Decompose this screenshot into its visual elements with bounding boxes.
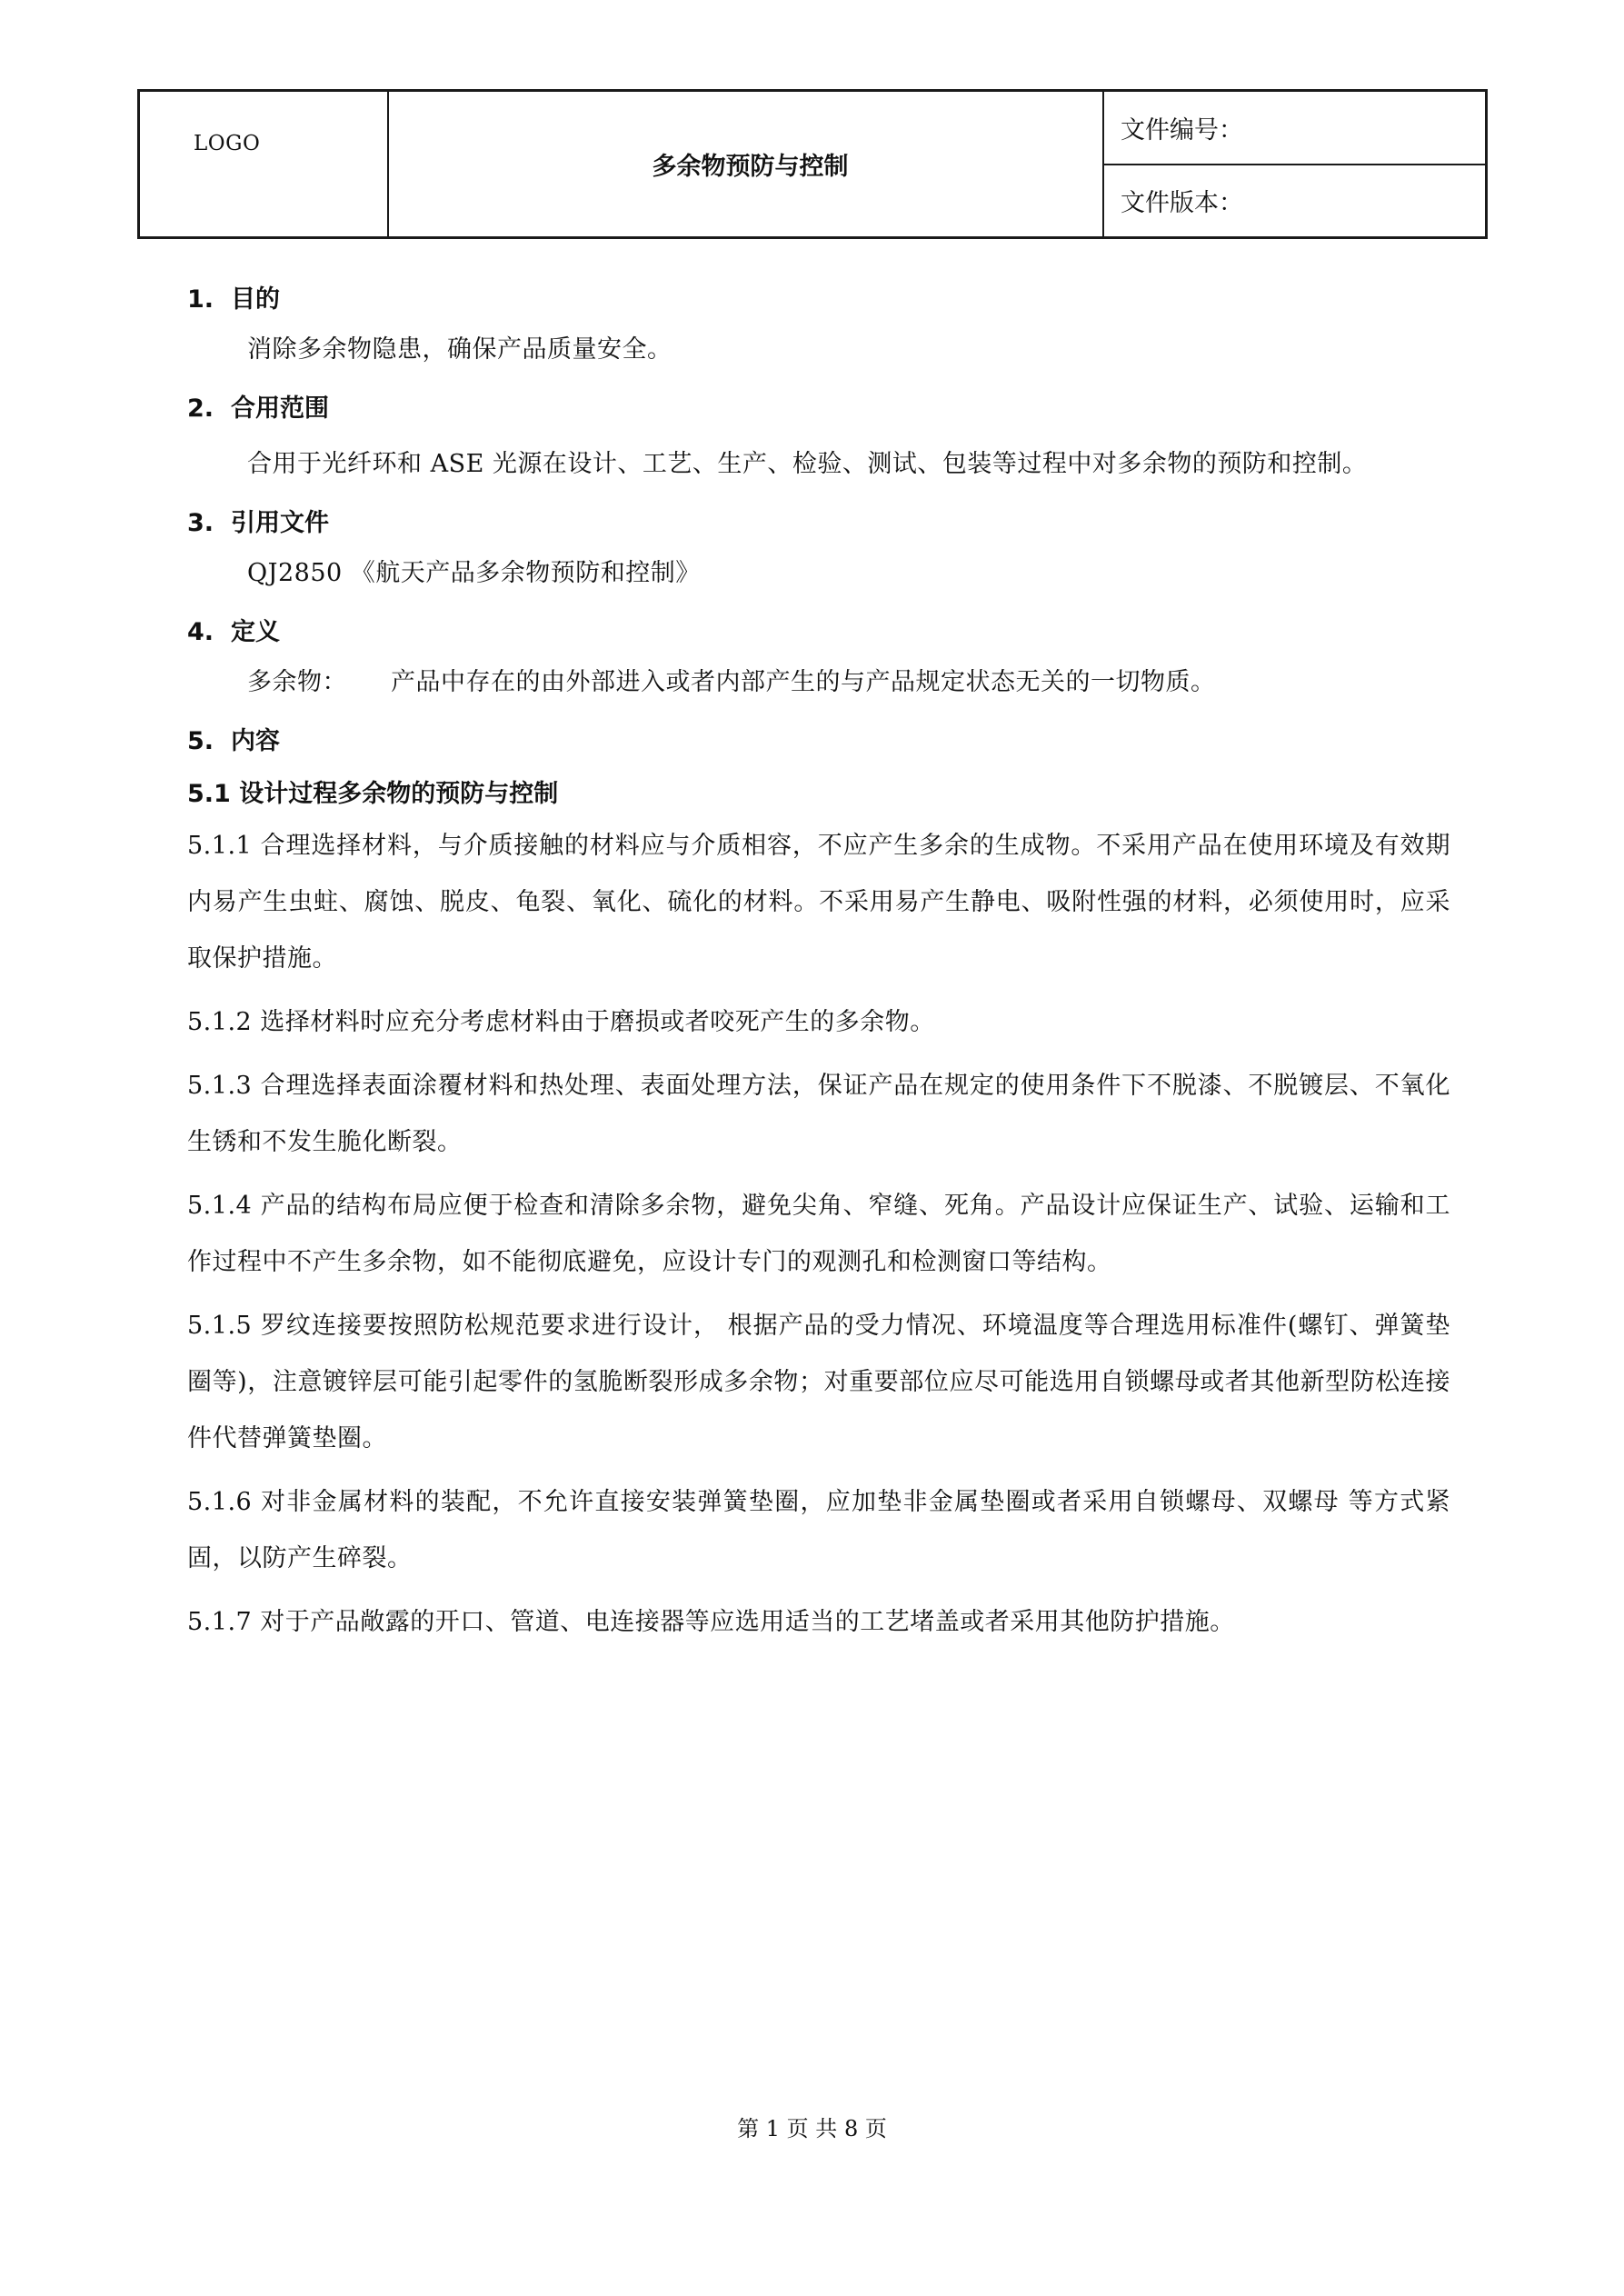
definition-text: 产品中存在的由外部进入或者内部产生的与产品规定状态无关的一切物质。 [391,668,1216,696]
clause-5-1-5: 5.1.5 罗纹连接要按照防松规范要求进行设计， 根据产品的受力情况、环境温度等合理选用标准件(螺钉、弹簧垫圈等)，注意镀锌层可能引起零件的氢脆断裂形成多余物；对重要部位应尽可能选用自锁螺母或者其他新型防松连接件代替弹簧垫圈。 [187,1312,1450,1452]
section-heading-scope [187,391,1450,427]
definition-term: 多余物： [247,668,347,696]
clause-5-1-4: 5.1.4 产品的结构布局应便于检查和清除多余物，避免尖角、窄缝、死角。产品设计应保证生产、试验、运输和工作过程中不产生多余物，如不能彻底避免，应设计专门的观测孔和检测窗口等结构。 [187,1192,1450,1276]
file-number-row [1104,92,1485,164]
clause-5-1-6: 5.1.6 对非金属材料的装配，不允许直接安装弹簧垫圈，应加垫非金属垫圈或者采用自锁螺母、双螺母 等方式紧固，以防产生碎裂。 [187,1488,1450,1572]
section-title: 引用文件 [231,509,329,537]
clause-5-1-3: 5.1.3 合理选择表面涂覆材料和热处理、表面处理方法，保证产品在规定的使用条件下不脱漆、不脱镀层、不氧化生锈和不发生脆化断裂。 [187,1072,1450,1156]
page-number-footer: 第 1 页 共 8 页 [737,2116,887,2141]
file-version-row [1104,164,1485,237]
clause-5-1-7: 5.1.7 对于产品敞露的开口、管道、电连接器等应选用适当的工艺堵盖或者采用其他防护措施。 [187,1608,1235,1636]
section-title: 目的 [231,285,280,314]
document-title: 多余物预防与控制 [652,153,849,181]
section-paragraph-references: QJ2850 《航天产品多余物预防和控制》 [247,559,701,587]
section-number: 2. [187,394,214,423]
clause-5-1-1: 5.1.1 合理选择材料，与介质接触的材料应与介质相容，不应产生多余的生成物。不采用产品在使用环境及有效期内易产生虫蛀、腐蚀、脱皮、龟裂、氧化、硫化的材料。不采用易产生静电、吸附性强的材料，必须使用时，应采取保护措施。 [187,832,1450,973]
section-paragraph-purpose: 消除多余物隐患，确保产品质量安全。 [247,335,673,364]
subsection-heading-design: 5.1 设计过程多余物的预防与控制 [187,780,559,808]
clause-5-1-2: 5.1.2 选择材料时应充分考虑材料由于磨损或者咬死产生的多余物。 [187,1008,935,1036]
section-heading-purpose [187,282,1450,318]
title-cell [389,92,1104,236]
file-version-label: 文件版本： [1121,189,1243,218]
section-title: 合用范围 [231,394,329,423]
document-header-table [137,89,1488,239]
section-heading-definition [187,614,1450,651]
document-body [187,282,1450,1651]
section-heading-references [187,505,1450,542]
section-title: 定义 [231,618,280,646]
section-paragraph-scope: 合用于光纤环和 ASE 光源在设计、工艺、生产、检验、测试、包装等过程中对多余物的预防和控制。 [247,450,1368,478]
section-title: 内容 [231,727,280,755]
section-paragraph-definition [187,654,1450,711]
section-number: 1. [187,285,214,314]
section-number: 3. [187,509,214,537]
logo-cell [140,92,389,236]
file-number-label: 文件编号： [1121,115,1243,145]
section-heading-content [187,724,1450,760]
meta-cell [1104,92,1485,236]
logo-placeholder: LOGO [194,132,261,155]
section-number: 5. [187,727,214,755]
section-number: 4. [187,618,214,646]
